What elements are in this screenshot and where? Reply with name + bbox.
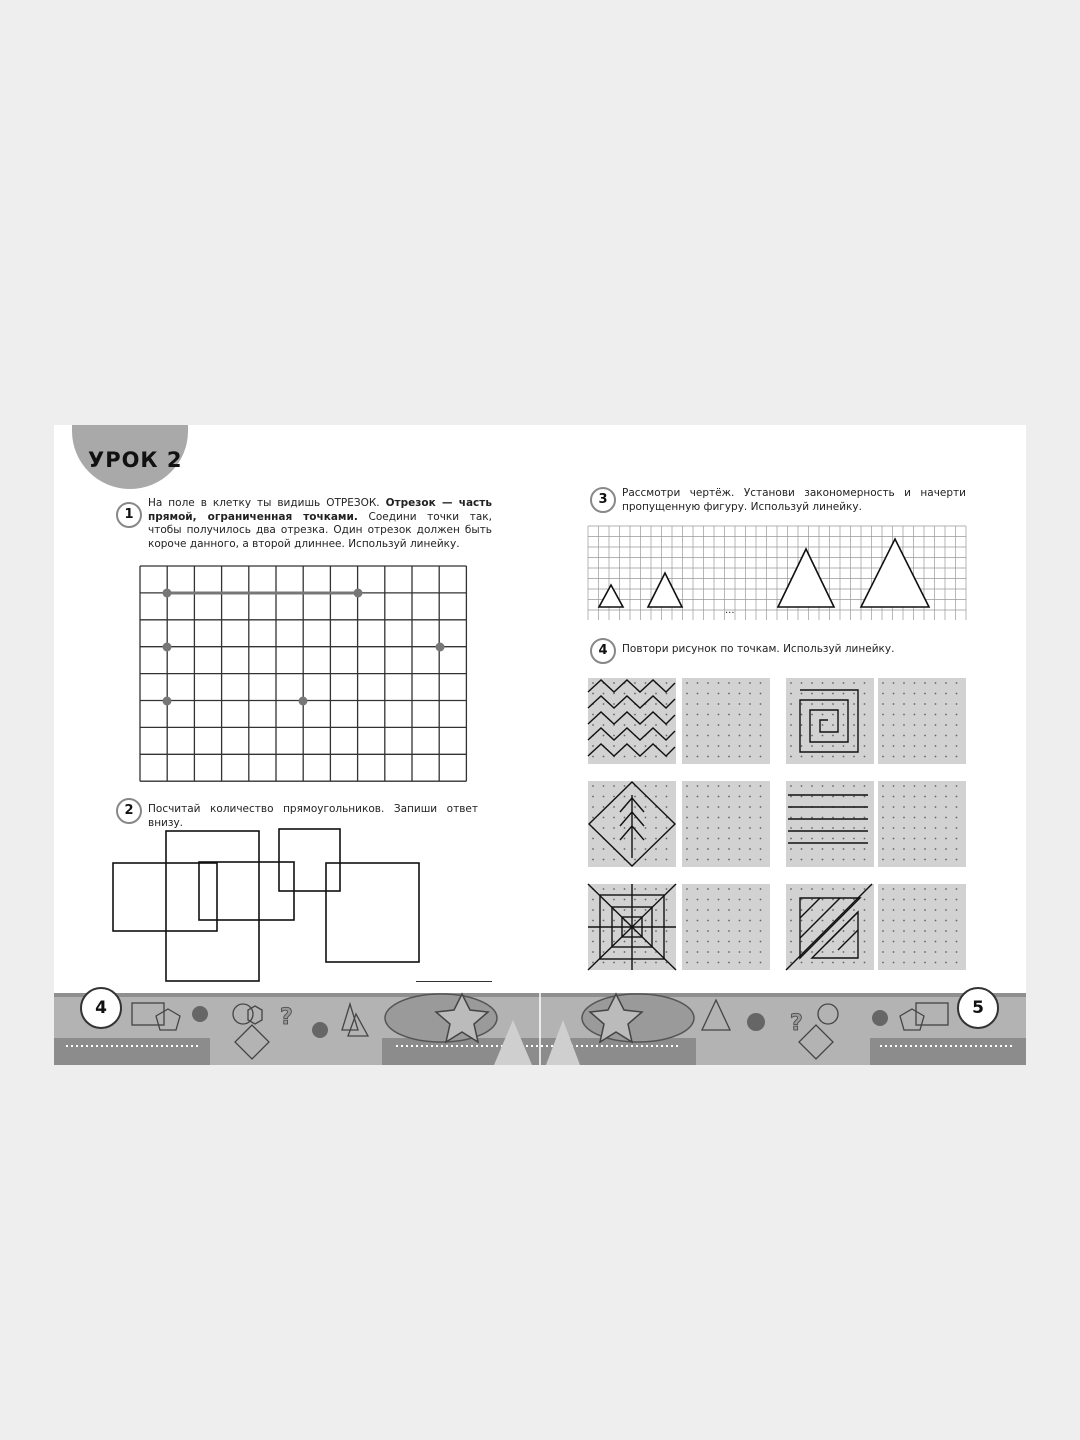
lesson-title: УРОК 2: [88, 448, 183, 472]
task-1-intro: На поле в клетку ты видишь ОТРЕЗОК.: [148, 497, 386, 509]
dot-panel[interactable]: [682, 678, 770, 764]
grid-point[interactable]: [299, 697, 308, 706]
dot-panel[interactable]: [682, 781, 770, 867]
question-icon: ?: [790, 1011, 803, 1036]
grid-point[interactable]: [163, 589, 172, 598]
dot-panel[interactable]: [878, 678, 966, 764]
rectangles-figure: [113, 829, 419, 981]
task-1-definition: Отрезок — часть прямой, ограниченная точками.: [148, 497, 492, 523]
dot-panel[interactable]: [878, 781, 966, 867]
page-number-left: 4: [80, 987, 122, 1029]
grid-point[interactable]: [163, 643, 172, 652]
rectangle: [279, 829, 340, 891]
grid-point[interactable]: [163, 697, 172, 706]
task-2-text: Посчитай количество прямоугольников. Запиши ответ внизу.: [148, 803, 478, 829]
missing-figure-ellipsis: ...: [725, 605, 735, 616]
page-number-right: 5: [957, 987, 999, 1029]
task-4-text: Повтори рисунок по точкам. Используй линейку.: [622, 643, 895, 655]
segment-grid[interactable]: [140, 566, 466, 781]
task-4-number: 4: [590, 638, 616, 664]
question-icon: ?: [280, 1005, 293, 1030]
dot-panels: [588, 678, 966, 970]
puzzle-icon: [747, 1013, 765, 1031]
task-3-text: Рассмотри чертёж. Установи закономерность и начерти пропущенную фигуру. Используй линейку.: [622, 487, 966, 513]
puzzle-icon: [312, 1022, 328, 1038]
puzzle-icon: [872, 1010, 888, 1026]
web-pattern: [588, 884, 676, 970]
puzzle-icon: [192, 1006, 208, 1022]
task-2-number: 2: [116, 798, 142, 824]
dot-panel[interactable]: [682, 884, 770, 970]
task-1-number: 1: [116, 502, 142, 528]
footer-band: [54, 993, 1026, 1065]
task-3-number: 3: [590, 487, 616, 513]
grid-point[interactable]: [354, 589, 363, 598]
rectangle: [166, 831, 259, 981]
dot-panel[interactable]: [786, 678, 874, 764]
grid-point[interactable]: [436, 643, 445, 652]
triangle: [648, 573, 682, 607]
dot-panel[interactable]: [786, 781, 874, 867]
task-1-instructions: Соедини точки так, чтобы получилось два отрезка. Один отрезок должен быть короче данного, а второй длиннее. Используй линейку.: [148, 510, 492, 550]
triangles-sequence: [599, 539, 929, 607]
dot-panel[interactable]: [878, 884, 966, 970]
